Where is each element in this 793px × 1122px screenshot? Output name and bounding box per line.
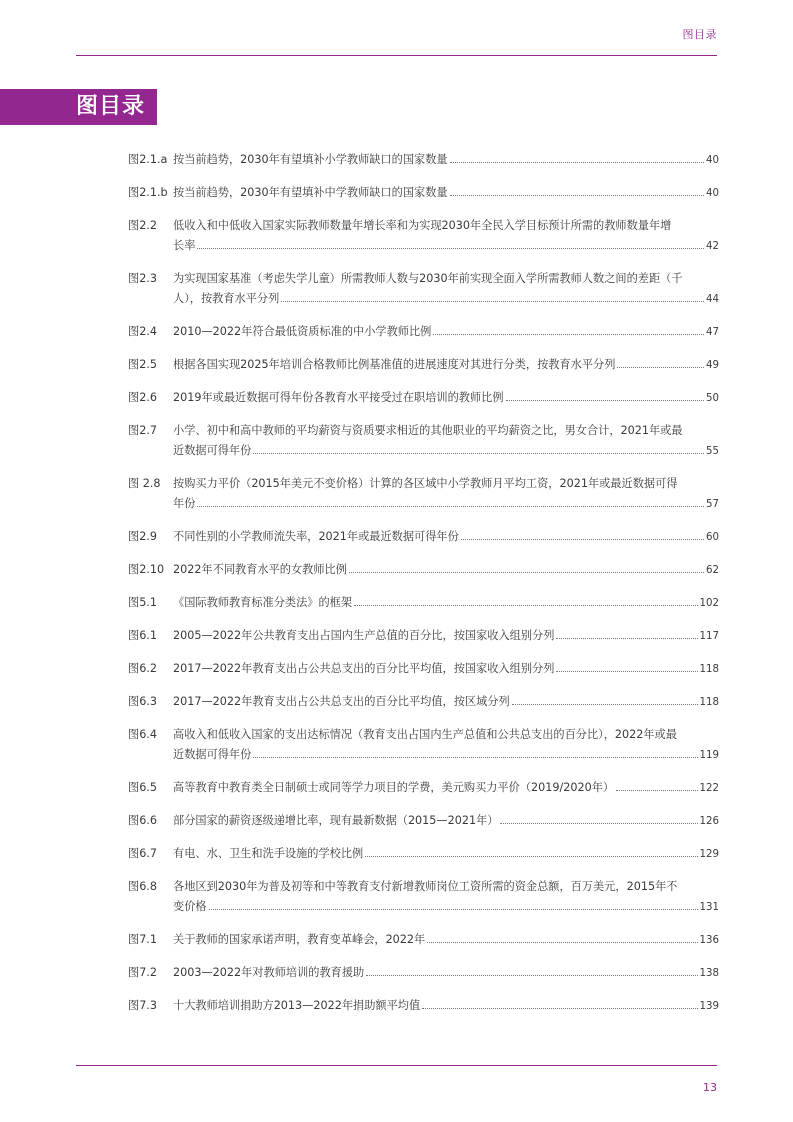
dot-leader — [349, 572, 704, 573]
figure-title: 小学、初中和高中教师的平均薪资与资质要求相近的其他职业的平均薪资之比，男女合计，2021年或最 — [173, 424, 683, 437]
dot-leader — [512, 704, 698, 705]
toc-entry-line — [128, 963, 719, 983]
toc-entry[interactable] — [128, 474, 719, 514]
toc-entry[interactable] — [128, 388, 719, 408]
figure-title: 近数据可得年份 — [173, 748, 252, 761]
figure-number: 图6.6 — [128, 814, 157, 827]
toc-entry-continuation — [173, 289, 719, 309]
toc-entry-continuation — [173, 745, 719, 765]
toc-entry-continuation — [173, 236, 719, 256]
toc-entry-continuation — [173, 494, 719, 514]
toc-entry[interactable] — [128, 725, 719, 765]
footer-rule — [76, 1065, 717, 1066]
toc-entry[interactable] — [128, 216, 719, 256]
toc-entry[interactable] — [128, 930, 719, 950]
toc-entry[interactable] — [128, 963, 719, 983]
figure-page-number: 47 — [706, 327, 719, 338]
figure-title: 变价格 — [173, 900, 207, 913]
toc-entry-line — [128, 725, 719, 745]
figure-number: 图7.3 — [128, 999, 157, 1012]
toc-entry[interactable] — [128, 322, 719, 342]
toc-entry[interactable] — [128, 150, 719, 170]
figure-number: 图 2.8 — [128, 477, 161, 490]
dot-leader — [365, 856, 697, 857]
figure-page-number: 122 — [699, 783, 719, 794]
dot-leader — [433, 334, 704, 335]
figure-page-number: 129 — [699, 849, 719, 860]
figure-title: 不同性别的小学教师流失率，2021年或最近数据可得年份 — [173, 530, 459, 543]
figure-title: 人），按教育水平分列 — [173, 292, 280, 305]
toc-entry[interactable] — [128, 269, 719, 309]
toc-entry-line — [128, 269, 719, 289]
figure-page-number: 40 — [706, 155, 719, 166]
figure-number: 图6.1 — [128, 629, 157, 642]
figure-number: 图2.4 — [128, 325, 157, 338]
figure-title: 低收入和中低收入国家实际教师数量年增长率和为实现2030年全民入学目标预计所需的教师数量年增 — [173, 219, 672, 232]
dot-leader — [197, 506, 704, 507]
dot-leader — [616, 790, 697, 791]
figure-page-number: 131 — [699, 902, 719, 913]
figure-page-number: 60 — [706, 532, 719, 543]
figure-title: 根据各国实现2025年培训合格教师比例基准值的进展速度对其进行分类，按教育水平分列 — [173, 358, 616, 371]
figure-title: 高收入和低收入国家的支出达标情况（教育支出占国内生产总值和公共总支出的百分比），2022年或最 — [173, 728, 677, 741]
figure-number: 图6.3 — [128, 695, 157, 708]
dot-leader — [500, 823, 697, 824]
figure-number: 图2.6 — [128, 391, 157, 404]
toc-entry-line — [128, 560, 719, 580]
figure-title: 有电、水、卫生和洗手设施的学校比例 — [173, 847, 364, 860]
figure-page-number: 49 — [706, 360, 719, 371]
figure-page-number: 118 — [699, 697, 719, 708]
toc-entry-line — [128, 692, 719, 712]
figure-number: 图6.8 — [128, 880, 157, 893]
toc-entry[interactable] — [128, 811, 719, 831]
dot-leader — [281, 301, 704, 302]
figure-number: 图2.1.b — [128, 186, 168, 199]
figure-number: 图2.3 — [128, 272, 157, 285]
figure-page-number: 40 — [706, 188, 719, 199]
figure-page-number: 42 — [706, 241, 719, 252]
toc-entry[interactable] — [128, 560, 719, 580]
figure-number: 图2.10 — [128, 563, 165, 576]
toc-entry-continuation — [173, 897, 719, 917]
figure-title: 按当前趋势，2030年有望填补小学教师缺口的国家数量 — [173, 153, 448, 166]
dot-leader — [617, 367, 704, 368]
toc-entry-line — [128, 593, 719, 613]
toc-entry[interactable] — [128, 183, 719, 203]
toc-entry-line — [128, 626, 719, 646]
page-number: 13 — [703, 1081, 717, 1094]
toc-entry-line — [128, 930, 719, 950]
toc-entry-continuation — [173, 441, 719, 461]
toc-entry-line — [128, 421, 719, 441]
toc-entry[interactable] — [128, 844, 719, 864]
toc-entry-line — [128, 811, 719, 831]
figure-page-number: 55 — [706, 446, 719, 457]
figure-number: 图6.4 — [128, 728, 157, 741]
figure-title: 按当前趋势，2030年有望填补中学教师缺口的国家数量 — [173, 186, 448, 199]
figure-number: 图6.7 — [128, 847, 157, 860]
figure-title: 按购买力平价（2015年美元不变价格）计算的各区域中小学教师月平均工资，2021年或最近数据可得 — [173, 477, 678, 490]
figure-page-number: 57 — [706, 499, 719, 510]
dot-leader — [197, 248, 704, 249]
figure-page-number: 62 — [706, 565, 719, 576]
figure-page-number: 138 — [699, 968, 719, 979]
toc-entry-line — [128, 778, 719, 798]
figure-title: 《国际教师教育标准分类法》的框架 — [173, 596, 353, 609]
figure-page-number: 136 — [699, 935, 719, 946]
dot-leader — [354, 605, 698, 606]
figure-title: 2022年不同教育水平的女教师比例 — [173, 563, 347, 576]
toc-entry[interactable] — [128, 659, 719, 679]
page-title: 图目录 — [76, 94, 146, 119]
dot-leader — [253, 757, 697, 758]
toc-entry[interactable] — [128, 593, 719, 613]
header-rule — [76, 55, 717, 56]
figure-title: 关于教师的国家承诺声明，教育变革峰会，2022年 — [173, 933, 426, 946]
toc-entry-line — [128, 996, 719, 1016]
figure-title: 长率 — [173, 239, 196, 252]
figure-title: 2003—2022年对教师培训的教育援助 — [173, 966, 365, 979]
figure-title: 2010—2022年符合最低资质标准的中小学教师比例 — [173, 325, 432, 338]
toc-entry-line — [128, 355, 719, 375]
toc-entry[interactable] — [128, 778, 719, 798]
figure-number: 图2.7 — [128, 424, 157, 437]
toc-entry[interactable] — [128, 996, 719, 1016]
running-header: 图目录 — [682, 28, 717, 41]
figure-page-number: 126 — [699, 816, 719, 827]
toc-entry-line — [128, 322, 719, 342]
dot-leader — [450, 162, 704, 163]
figure-title: 2019年或最近数据可得年份各教育水平接受过在职培训的教师比例 — [173, 391, 504, 404]
toc-entry[interactable] — [128, 692, 719, 712]
figure-page-number: 44 — [706, 294, 719, 305]
figure-title: 部分国家的薪资逐级递增比率，现有最新数据（2015—2021年） — [173, 814, 499, 827]
figure-page-number: 139 — [699, 1001, 719, 1012]
toc-entry-line — [128, 388, 719, 408]
figure-title: 年份 — [173, 497, 196, 510]
toc-entry-line — [128, 150, 719, 170]
toc-entry-line — [128, 527, 719, 547]
figure-number: 图2.9 — [128, 530, 157, 543]
toc-entry[interactable] — [128, 877, 719, 917]
figure-title: 为实现国家基准（考虑失学儿童）所需教师人数与2030年前实现全面入学所需教师人数之间的差距（千 — [173, 272, 683, 285]
figure-page-number: 50 — [706, 393, 719, 404]
figure-number: 图6.5 — [128, 781, 157, 794]
figure-title: 各地区到2030年为普及初等和中等教育支付新增教师岗位工资所需的资金总额，百万美元，2015年不 — [173, 880, 678, 893]
dot-leader — [450, 195, 704, 196]
figure-title: 2005—2022年公共教育支出占国内生产总值的百分比，按国家收入组别分列 — [173, 629, 555, 642]
figure-title: 近数据可得年份 — [173, 444, 252, 457]
toc-entry-line — [128, 216, 719, 236]
figure-number: 图7.2 — [128, 966, 157, 979]
dot-leader — [427, 942, 697, 943]
dot-leader — [253, 453, 704, 454]
dot-leader — [209, 909, 698, 910]
figure-number: 图6.2 — [128, 662, 157, 675]
figure-title: 2017—2022年教育支出占公共总支出的百分比平均值，按国家收入组别分列 — [173, 662, 555, 675]
dot-leader — [556, 671, 697, 672]
figure-number: 图2.2 — [128, 219, 157, 232]
dot-leader — [556, 638, 697, 639]
toc-entry[interactable] — [128, 527, 719, 547]
figure-number: 图5.1 — [128, 596, 157, 609]
figure-page-number: 119 — [699, 750, 719, 761]
figure-title: 十大教师培训捐助方2013—2022年捐助额平均值 — [173, 999, 421, 1012]
figure-title: 2017—2022年教育支出占公共总支出的百分比平均值，按区域分列 — [173, 695, 510, 708]
figure-page-number: 102 — [699, 598, 719, 609]
figure-number: 图2.1.a — [128, 153, 168, 166]
toc-entry-line — [128, 183, 719, 203]
toc-entry[interactable] — [128, 421, 719, 461]
toc-entry[interactable] — [128, 626, 719, 646]
dot-leader — [422, 1008, 697, 1009]
figure-page-number: 118 — [699, 664, 719, 675]
toc-entry[interactable] — [128, 355, 719, 375]
toc-entry-line — [128, 877, 719, 897]
figure-number: 图7.1 — [128, 933, 157, 946]
figure-title: 高等教育中教育类全日制硕士或同等学力项目的学费，美元购买力平价（2019/2020年） — [173, 781, 615, 794]
dot-leader — [461, 539, 704, 540]
toc-entry-line — [128, 844, 719, 864]
dot-leader — [366, 975, 697, 976]
toc-entry-line — [128, 474, 719, 494]
toc-entry-line — [128, 659, 719, 679]
figure-page-number: 117 — [699, 631, 719, 642]
dot-leader — [506, 400, 704, 401]
figure-number: 图2.5 — [128, 358, 157, 371]
